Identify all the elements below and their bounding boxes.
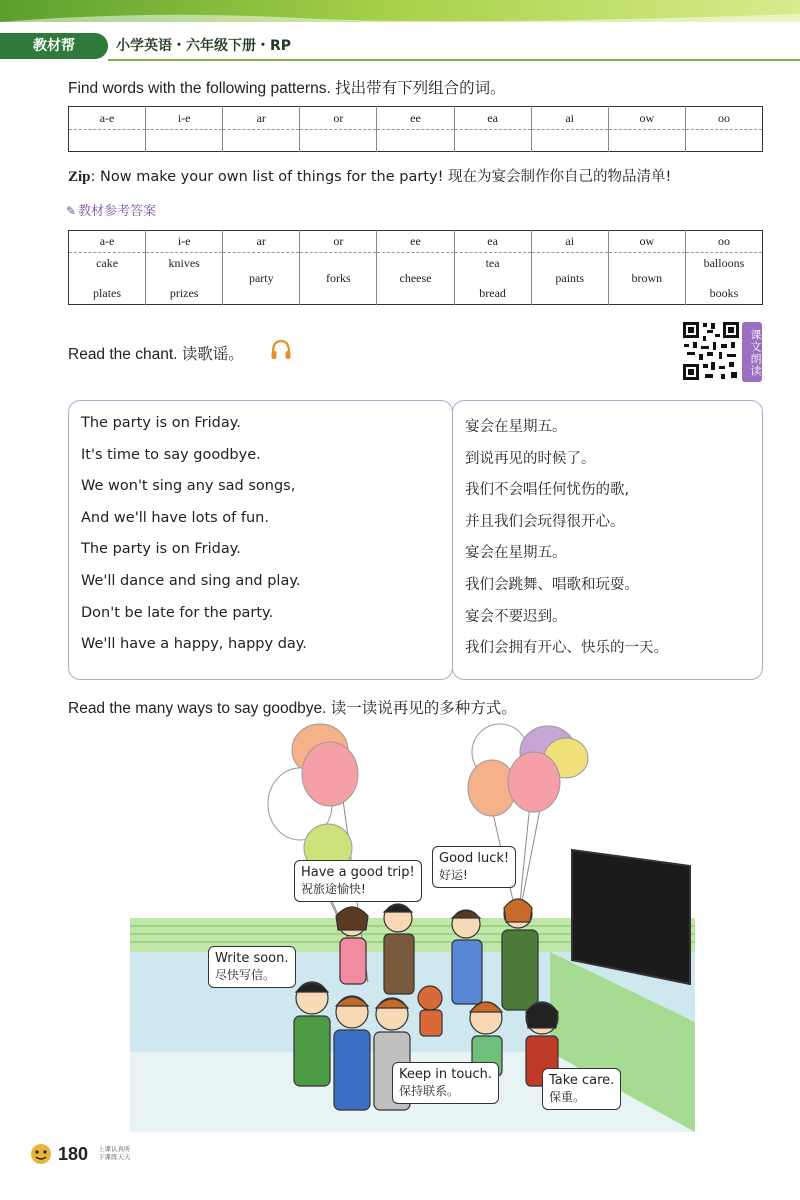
headphone-icon[interactable] <box>270 338 292 362</box>
speech-bubble <box>392 1062 499 1104</box>
chant-line-en: The party is on Friday. <box>81 541 241 558</box>
slogan-line: 下课练天天 <box>98 1153 131 1161</box>
goodbye-instruction: Read the many ways to say goodbye. 读一读说再见的多种方式。 <box>68 700 517 717</box>
blank-cell[interactable] <box>608 130 685 152</box>
book-title: 小学英语・六年级下册・RP <box>116 38 292 54</box>
chant-line-zh: 宴会在星期五。 <box>465 419 567 435</box>
chant-line-zh: 我们不会唱任何忧伤的歌, <box>465 482 630 499</box>
answer-word: prizes <box>169 286 199 300</box>
pattern-header: oo <box>685 107 762 130</box>
chant-line-en: It's time to say goodbye. <box>81 446 261 463</box>
bubble-chinese: 尽快写信。 <box>215 968 276 982</box>
chant-line-en: And we'll have lots of fun. <box>81 509 269 526</box>
party-illustration <box>130 722 695 1132</box>
pen-icon: ✎ <box>66 204 77 218</box>
zip-label: Zip <box>68 169 91 185</box>
header-band <box>0 0 800 22</box>
blank-cell[interactable] <box>300 130 377 152</box>
answer-word: forks <box>326 271 351 285</box>
blank-cell[interactable] <box>69 130 146 152</box>
chant-line-zh: 我们会拥有开心、快乐的一天。 <box>465 640 668 657</box>
answer-word: knives <box>168 256 200 270</box>
answer-word: plates <box>93 286 122 300</box>
bubble-chinese: 保重。 <box>549 1090 586 1104</box>
pattern-header: i-e <box>146 107 223 130</box>
bubble-english: Have a good trip! <box>301 865 415 880</box>
slogan-line: 上课认真听 <box>98 1145 131 1153</box>
answer-title <box>66 200 156 219</box>
pattern-header: ow <box>608 107 685 130</box>
answer-word: books <box>709 286 739 300</box>
chant-instruction: Read the chant. 读歌谣。 <box>68 346 244 363</box>
zip-instruction: Zip: Now make your own list of things for the party! 现在为宴会制作你自己的物品清单! <box>68 169 672 185</box>
answer-pattern-header: a-e <box>69 231 146 253</box>
speech-bubble <box>542 1068 621 1110</box>
answer-cell <box>608 253 685 305</box>
header-divider <box>108 59 800 61</box>
bubble-english: Write soon. <box>215 951 289 966</box>
bubble-chinese: 好运! <box>439 868 468 882</box>
answer-cell <box>300 253 377 305</box>
answer-cell <box>377 253 454 305</box>
blank-cell[interactable] <box>531 130 608 152</box>
blank-cell[interactable] <box>377 130 454 152</box>
answer-word: cake <box>96 256 119 270</box>
answer-cell <box>69 253 146 305</box>
chant-line-en: We'll have a happy, happy day. <box>81 636 307 653</box>
answer-cell <box>685 253 762 305</box>
answer-pattern-header: or <box>300 231 377 253</box>
chant-line-zh: 宴会在星期五。 <box>465 545 567 562</box>
pattern-header: ee <box>377 107 454 130</box>
chant-line-en: We won't sing any sad songs, <box>81 478 296 495</box>
chant-english-box <box>68 400 453 680</box>
pattern-header: a-e <box>69 107 146 130</box>
footer-slogan <box>98 1145 131 1161</box>
answer-table <box>68 230 763 305</box>
answer-cell <box>223 253 300 305</box>
pattern-header: or <box>300 107 377 130</box>
answer-word: balloons <box>703 256 745 270</box>
chant-line-en: The party is on Friday. <box>81 415 241 431</box>
blank-cell[interactable] <box>223 130 300 152</box>
pattern-header: ar <box>223 107 300 130</box>
answer-word: party <box>248 271 274 285</box>
speech-bubble <box>294 860 422 902</box>
pattern-table <box>68 106 763 152</box>
chant-line-en: Don't be late for the party. <box>81 604 274 621</box>
speech-bubble <box>432 846 516 888</box>
bubble-english: Keep in touch. <box>399 1067 493 1082</box>
bubble-chinese: 祝旅途愉快! <box>301 882 366 896</box>
blank-cell[interactable] <box>685 130 762 152</box>
answer-pattern-header: ai <box>531 231 608 253</box>
page-number: 180 <box>58 1144 89 1164</box>
answer-cell <box>531 253 608 305</box>
answer-word: bread <box>479 286 506 300</box>
pattern-instruction: Find words with the following patterns. 找出带有下列组合的词。 <box>68 80 506 97</box>
answer-cell <box>454 253 531 305</box>
answer-word: paints <box>555 271 585 285</box>
answer-pattern-header: oo <box>685 231 762 253</box>
pattern-header: ai <box>531 107 608 130</box>
chant-line-zh: 宴会不要迟到。 <box>465 608 567 625</box>
answer-pattern-header: ea <box>454 231 531 253</box>
qr-tag: 课文朗读 <box>742 322 762 382</box>
answer-word: cheese <box>399 271 432 285</box>
chant-line-en: We'll dance and sing and play. <box>81 573 301 589</box>
bubble-chinese: 保持联系。 <box>399 1084 460 1098</box>
answer-title-text: 教材参考答案 <box>78 204 157 219</box>
answer-pattern-header: ar <box>223 231 300 253</box>
speech-bubble <box>208 946 296 988</box>
answer-cell <box>146 253 223 305</box>
answer-word: tea <box>485 256 500 270</box>
chant-line-zh: 到说再见的时候了。 <box>465 450 596 467</box>
mascot-icon <box>28 1142 54 1166</box>
chant-line-zh: 我们会跳舞、唱歌和玩耍。 <box>465 577 639 593</box>
qr-code-icon[interactable] <box>681 320 741 382</box>
answer-pattern-header: ow <box>608 231 685 253</box>
bubble-english: Take care. <box>549 1073 615 1088</box>
answer-pattern-header: ee <box>377 231 454 253</box>
brand-badge: 教材帮 <box>0 33 108 59</box>
chant-chinese-box <box>452 400 763 680</box>
chant-line-zh: 并且我们会玩得很开心。 <box>465 513 625 530</box>
pattern-header: ea <box>454 107 531 130</box>
chant-panel <box>68 400 763 680</box>
answer-pattern-header: i-e <box>146 231 223 253</box>
page-footer <box>28 1142 131 1166</box>
bubble-english: Good luck! <box>439 851 510 866</box>
answer-word: brown <box>631 271 663 285</box>
blank-cell[interactable] <box>454 130 531 152</box>
zip-text: Now make your own list of things for the party! 现在为宴会制作你自己的物品清单! <box>100 169 672 185</box>
blank-cell[interactable] <box>146 130 223 152</box>
